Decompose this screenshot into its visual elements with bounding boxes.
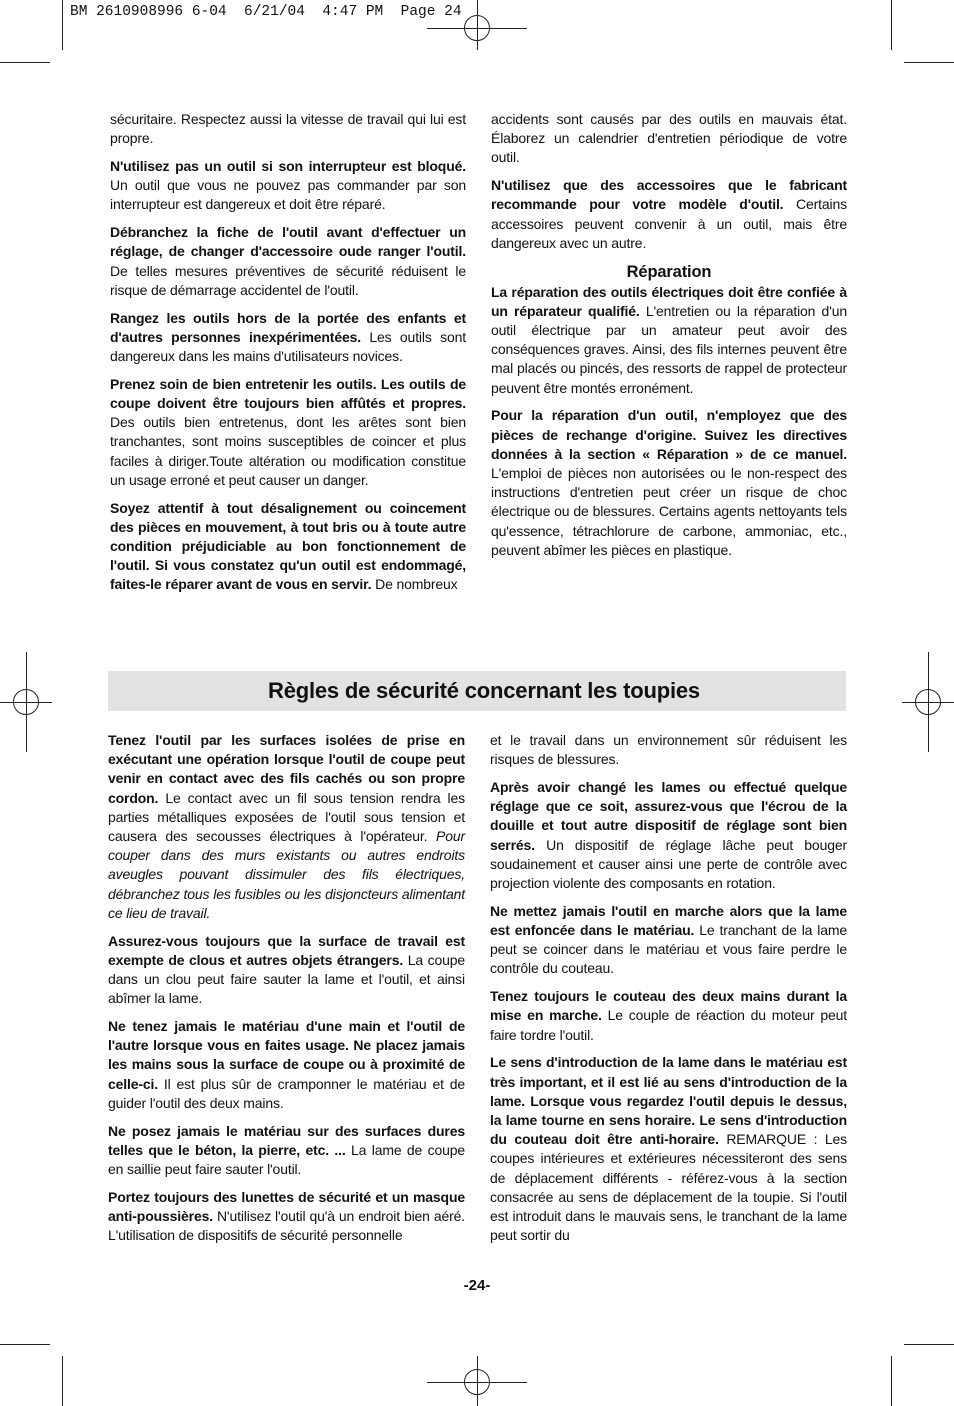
paragraph-bold-lead: N'utilisez pas un outil si son interrupteur est bloqué. xyxy=(110,158,466,174)
paragraph-text: Un dispositif de réglage lâche peut bouger soudainement et causer ainsi une perte de contrôle avec projection violente des composants en rotation. xyxy=(490,836,847,892)
paragraph-text: Il est plus sûr de cramponner le matériau et de guider l'outil des deux mains. xyxy=(108,1075,465,1111)
paragraph xyxy=(108,731,465,923)
paragraph xyxy=(110,309,466,367)
paragraph-bold-lead: Le sens d'introduction de la lame dans le matériau est très important, et il est lié au sens d'introduction de la lame. Lorsque vous regardez l'outil depuis le dessus, la lame tourne en sens horaire. Le sens d'introduction du couteau doit être anti-horaire. xyxy=(490,1054,847,1148)
paragraph-text: L'emploi de pièces non autorisées ou le non-respect des instructions d'entretien peut créer un risque de choc électrique ou de blessures. Certains agents nettoyants tels qu'essence, tétrachlorure de carbone, ammoniac, etc., peuvent abîmer les pièces en plastique. xyxy=(491,465,847,558)
paragraph-text: De telles mesures préventives de sécurité réduisent le risque de démarrage accidentel de l'outil. xyxy=(110,262,466,298)
paragraph xyxy=(108,1188,465,1246)
paragraph-bold-lead: Ne mettez jamais l'outil en marche alors que la lame est enfoncée dans le matériau. xyxy=(490,902,847,939)
paragraph-text: sécuritaire. Respectez aussi la vitesse de travail qui lui est propre. xyxy=(110,111,466,147)
paragraph xyxy=(108,932,465,1009)
section-heading-reparation: Réparation xyxy=(626,262,712,281)
paragraph-bold-lead: Soyez attentif à tout désalignement ou coincement des pièces en mouvement, à tout bris ou à toute autre condition préjudiciable au bon fonctionnement de l'outil. Si vous constatez qu'un outil est endommagé, faites-le réparer avant de vous en servir. xyxy=(110,499,466,593)
page-number: -24- xyxy=(463,1277,491,1294)
paragraph xyxy=(491,406,847,560)
paragraph-bold-lead: La réparation des outils électriques doit être confiée à un réparateur qualifié. xyxy=(491,283,847,319)
paragraph xyxy=(108,1017,465,1113)
paragraph xyxy=(490,778,847,893)
paragraph-text: REMARQUE : Les coupes intérieures et extérieures nécessiteront des sens de déplacement différents - référez-vous à la section consacrée au sens de déplacement de la toupie. Si l'outil est introduit dans le mauvais sens, le tranchant de la lame peut sortir du xyxy=(490,1131,848,1244)
paragraph-bold-lead: Après avoir changé les lames ou effectué quelque réglage que ce soit, assurez-vous que l'écrou de la douille et tout autre dispositif de réglage sont bien serrés. xyxy=(490,779,847,853)
paragraph xyxy=(108,1122,465,1180)
paragraph-text: Certains accessoires peuvent convenir à un outil, mais être dangereux avec un autre. xyxy=(491,196,847,251)
top-right-column xyxy=(491,110,847,569)
paragraph-text: De nombreux xyxy=(371,576,458,593)
paragraph xyxy=(110,157,466,215)
top-left-column xyxy=(110,110,466,603)
paragraph-bold-lead: Prenez soin de bien entretenir les outils. Les outils de coupe doivent être toujours bien affûtés et propres. xyxy=(110,375,466,412)
paragraph xyxy=(110,375,466,490)
paragraph-bold-lead: Tenez l'outil par les surfaces isolées de prise en exécutant une opération lorsque l'outil de coupe peut venir en contact avec des fils cachés ou son propre cordon. xyxy=(108,732,465,806)
paragraph xyxy=(490,1053,847,1245)
paragraph-text: et le travail dans un environnement sûr réduisent les risques de blessures. xyxy=(490,732,847,768)
paragraph xyxy=(491,283,847,398)
paragraph-bold-lead: Tenez toujours le couteau des deux mains durant la mise en marche. xyxy=(490,988,847,1024)
paragraph xyxy=(110,499,466,595)
paragraph-bold-lead: N'utilisez que des accessoires que le fabricant recommande pour votre modèle d'outil. xyxy=(491,177,847,213)
paragraph-italic: Pour couper dans des murs existants ou autres endroits aveugles pouvant dissimuler des fils électriques, débranchez tous les fusibles ou les disjoncteurs alimentant ce lieu de travail. xyxy=(108,828,465,921)
bottom-left-column xyxy=(108,731,465,1254)
paragraph xyxy=(110,110,466,148)
paragraph-bold-lead: Ne posez jamais le matériau sur des surfaces dures telles que le béton, la pierre, etc. ... xyxy=(108,1122,465,1158)
paragraph xyxy=(490,902,847,979)
paragraph-text: accidents sont causés par des outils en mauvais état. Élaborez un calendrier d'entretien périodique de votre outil. xyxy=(491,111,847,166)
paragraph-bold-lead: Ne tenez jamais le matériau d'une main et l'outil de l'autre lorsque vous en faites usage. Ne placez jamais les mains sous la surface de coupe ou à proximité de celle-ci. xyxy=(108,1018,465,1092)
paragraph xyxy=(491,110,847,168)
paragraph-text: La coupe dans un clou peut faire sauter la lame et l'outil, et ainsi abîmer la lame. xyxy=(108,951,465,1007)
paragraph-text: Le couple de réaction du moteur peut faire tordre l'outil. xyxy=(490,1007,847,1043)
paragraph-bold-lead: Débranchez la fiche de l'outil avant d'effectuer un réglage, de changer d'accessoire oude ranger l'outil. xyxy=(110,224,466,260)
paragraph-text: L'entretien ou la réparation d'un outil électrique par un amateur peut avoir des conséquences graves. Ainsi, des fils internes peuvent être mal placés ou pincés, des ressorts de rappel de protecteur peuvent être montés erronément. xyxy=(491,302,847,396)
section-banner: Règles de sécurité concernant les toupies xyxy=(108,671,846,711)
print-slug: BM 2610908996 6-04 6/21/04 4:47 PM Page 24 xyxy=(70,4,462,20)
paragraph-bold-lead: Portez toujours des lunettes de sécurité et un masque anti-poussières. xyxy=(108,1188,465,1225)
paragraph-bold-lead: Rangez les outils hors de la portée des enfants et d'autres personnes inexpérimentées. xyxy=(110,309,466,345)
bottom-right-column xyxy=(490,731,847,1254)
paragraph-bold-lead: Assurez-vous toujours que la surface de travail est exempte de clous et autres objets étrangers. xyxy=(108,932,465,968)
paragraph-text: Les outils sont dangereux dans les mains d'utilisateurs novices. xyxy=(110,328,466,365)
paragraph-text: Des outils bien entretenus, dont les arêtes sont bien tranchantes, sont moins susceptibles de coincer et plus faciles à diriger.Toute altération ou modification constitue un usage erroné et peut causer un danger. xyxy=(110,414,466,488)
paragraph xyxy=(110,223,466,300)
paragraph-text: N'utilisez l'outil qu'à un endroit bien aéré. L'utilisation de dispositifs de sécurité personnelle xyxy=(108,1208,465,1244)
paragraph xyxy=(490,987,847,1045)
paragraph-bold-lead: Pour la réparation d'un outil, n'employez que des pièces de rechange d'origine. Suivez les directives données à la section « Réparation » de ce manuel. xyxy=(491,407,847,462)
paragraph xyxy=(491,176,847,253)
paragraph-text: Un outil que vous ne pouvez pas commander par son interrupteur est dangereux et doit être réparé. xyxy=(110,177,466,213)
paragraph-text: Le contact avec un fil sous tension rendra les parties métalliques exposées de l'outil sous tension et causera des secousses électriques à l'opérateur. xyxy=(108,789,465,845)
paragraph-text: Le tranchant de la lame peut se coincer dans le matériau et vous faire perdre le contrôle du couteau. xyxy=(490,922,848,977)
paragraph xyxy=(490,731,847,769)
paragraph-text: La lame de coupe en saillie peut faire sauter l'outil. xyxy=(108,1141,465,1178)
